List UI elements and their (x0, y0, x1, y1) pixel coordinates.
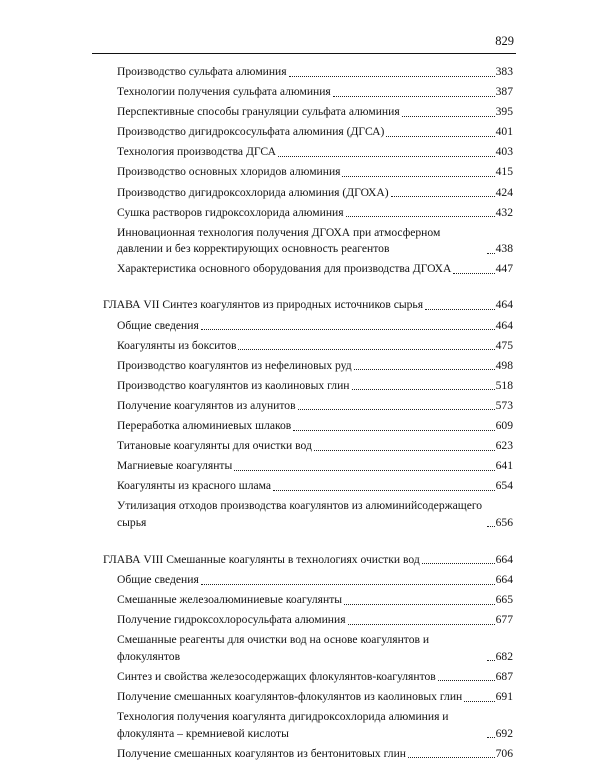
toc-page-number: 641 (495, 459, 513, 473)
toc-page-number: 518 (495, 378, 513, 392)
dot-leader (487, 737, 495, 738)
dot-leader (352, 389, 495, 390)
toc-page-number: 692 (495, 726, 513, 740)
toc-entry-title: Смешанные железоалюминиевые коагулянты (117, 593, 343, 607)
toc-page-number: 403 (495, 145, 513, 159)
toc-entry-title: Производство основных хлоридов алюминия (117, 165, 341, 179)
dot-leader (408, 757, 495, 758)
toc-entry-title: Технология производства ДГСА (117, 145, 276, 159)
toc-entry-title: Характеристика основного оборудования для производства ДГОХА (117, 262, 452, 276)
dot-leader (278, 156, 495, 157)
toc-entry-title: Технологии получения сульфата алюминия (117, 85, 331, 99)
toc-entry (103, 498, 513, 531)
toc-page-number: 623 (495, 439, 513, 453)
toc-entry-title: Производство сульфата алюминия (117, 65, 287, 78)
toc-page-number: 687 (495, 669, 513, 683)
toc-entry (103, 669, 513, 686)
dot-leader (453, 273, 494, 274)
toc-entry-title: Перспективные способы грануляции сульфата алюминия (117, 105, 400, 119)
toc-entry (103, 709, 513, 742)
toc-entry (103, 746, 513, 763)
toc-entry (103, 261, 513, 278)
toc-entry-title: Магниевые коагулянты (117, 459, 233, 473)
toc-entry (103, 84, 513, 101)
toc-entry-title: Производство коагулянтов из каолиновых глин (117, 378, 350, 392)
dot-leader (201, 329, 495, 330)
dot-leader (298, 409, 495, 410)
dot-leader (487, 253, 495, 254)
toc-entry (103, 64, 513, 81)
page-number: 829 (495, 34, 514, 48)
dot-leader (346, 216, 495, 217)
toc-entry (103, 185, 513, 202)
toc-entry-title: Переработка алюминиевых шлаков (117, 419, 292, 432)
toc-entry-title: Получение смешанных коагулянтов-флокулянтов из каолиновых глин (117, 690, 463, 704)
toc-entry (103, 378, 513, 395)
dot-leader (425, 309, 495, 310)
dot-leader (293, 430, 494, 431)
toc-page-number: 677 (495, 613, 513, 627)
dot-leader (391, 196, 495, 197)
toc-entry (103, 572, 513, 589)
toc-entry (103, 225, 513, 258)
dot-leader (238, 349, 494, 350)
dot-leader (386, 136, 494, 137)
toc-entry-title: Технология получения коагулянта дигидроксохлорида алюминия и флокулянта – кремниевой кислоты (117, 710, 449, 740)
toc-entry (103, 458, 513, 475)
toc-entry (103, 358, 513, 375)
toc-entry (103, 612, 513, 629)
dot-leader (422, 563, 495, 564)
toc-entry (103, 478, 513, 495)
toc-page-number: 395 (495, 105, 513, 119)
toc-page-number: 464 (495, 298, 513, 312)
dot-leader (289, 76, 495, 77)
toc-entry (103, 689, 513, 706)
toc-entry-title: Получение смешанных коагулянтов из бентонитовых глин (117, 746, 406, 760)
toc-entry-title: Утилизация отходов производства коагулянтов из алюминийсодержащего сырья (117, 499, 483, 529)
toc-page-number: 424 (495, 185, 513, 199)
toc-page-number: 498 (495, 358, 513, 372)
dot-leader (402, 116, 495, 117)
toc-entry (103, 144, 513, 161)
toc-entry-title: Сушка растворов гидроксохлорида алюминия (117, 205, 344, 219)
section-gap (103, 281, 513, 297)
dot-leader (464, 701, 494, 702)
toc-entry-title: Титановые коагулянты для очистки вод (117, 439, 312, 453)
toc-entry-title: Инновационная технология получения ДГОХА при атмосферном давлении и без корректирующих основность реагентов (117, 225, 441, 256)
toc-page-number: 387 (495, 85, 513, 99)
toc-entry-title: Общие сведения (117, 573, 199, 587)
toc-page-number: 415 (495, 165, 513, 179)
toc-page-number: 664 (495, 552, 513, 566)
toc-entry (103, 104, 513, 121)
toc-entry-title: Производство коагулянтов из нефелиновых руд (117, 358, 352, 372)
chapter-title: ГЛАВА VIII Смешанные коагулянты в технологиях очистки вод (103, 552, 420, 566)
toc-page-number: 464 (495, 318, 513, 332)
toc-page-number: 664 (495, 573, 513, 587)
dot-leader (487, 660, 495, 661)
toc-entry (103, 338, 513, 355)
toc-entry (103, 592, 513, 609)
toc-entry (103, 438, 513, 455)
toc-page-number: 691 (495, 690, 513, 704)
toc-entry (103, 205, 513, 222)
toc-entry (103, 418, 513, 435)
toc-page-number: 573 (495, 398, 513, 412)
toc-entry-title: Смешанные реагенты для очистки вод на основе коагулянтов и флокулянтов (117, 633, 430, 663)
chapter-title: ГЛАВА VII Синтез коагулянтов из природных источников сырья (103, 298, 424, 312)
toc-entry (103, 164, 513, 181)
toc-entry-title: Получение гидроксохлоросульфата алюминия (117, 613, 346, 627)
toc-entry (103, 124, 513, 141)
dot-leader (342, 176, 494, 177)
toc-entry-title: Получение коагулянтов из алунитов (117, 398, 296, 412)
dot-leader (344, 604, 495, 605)
toc-page-number: 654 (495, 479, 513, 493)
toc-page-number: 383 (495, 65, 513, 78)
toc-page-number: 401 (495, 125, 513, 139)
toc-entry (103, 632, 513, 665)
dot-leader (487, 526, 495, 527)
toc-page-number: 447 (495, 262, 513, 276)
dot-leader (234, 470, 494, 471)
toc-entry-title: Производство дигидроксохлорида алюминия (ДГОХА) (117, 185, 389, 199)
toc-page-number: 665 (495, 593, 513, 607)
toc-page-number: 682 (495, 649, 513, 663)
toc-page-number: 609 (495, 419, 513, 432)
toc-page-number: 475 (495, 338, 513, 352)
toc-page-number: 706 (495, 746, 513, 760)
toc-entry-title: Синтез и свойства железосодержащих флокулянтов-коагулянтов (117, 669, 436, 683)
table-of-contents (103, 64, 513, 766)
dot-leader (314, 450, 495, 451)
toc-entry-title: Коагулянты из бокситов (117, 338, 237, 352)
toc-entry (103, 398, 513, 415)
dot-leader (348, 624, 495, 625)
toc-entry-title: Коагулянты из красного шлама (117, 479, 272, 493)
dot-leader (438, 680, 495, 681)
toc-page-number: 438 (495, 242, 513, 256)
header-rule (92, 53, 516, 54)
dot-leader (201, 584, 495, 585)
toc-entry-title: Общие сведения (117, 318, 199, 332)
toc-page-number: 432 (495, 205, 513, 219)
dot-leader (354, 369, 495, 370)
chapter-heading-entry (103, 297, 513, 314)
section-gap (103, 535, 513, 552)
dot-leader (273, 490, 495, 491)
toc-page-number: 656 (495, 515, 513, 529)
toc-entry-title: Производство дигидроксосульфата алюминия (ДГСА) (117, 125, 385, 139)
dot-leader (333, 96, 495, 97)
toc-entry (103, 318, 513, 335)
chapter-heading-entry (103, 552, 513, 569)
